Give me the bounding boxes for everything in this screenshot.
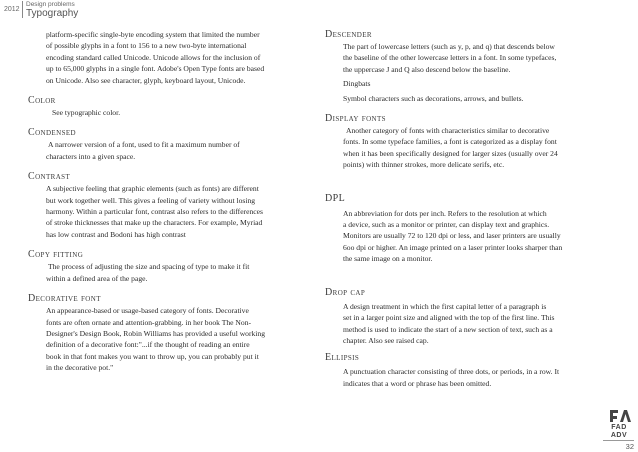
text-line: 6oo dpi or higher. An image printed on a laser printer looks sharper than (343, 242, 563, 252)
definition (343, 125, 617, 171)
right-column (325, 29, 617, 389)
text-line: the same image on a monitor. (343, 254, 433, 264)
text-line: fonts. In some typeface families, a font is categorized as a display font (343, 137, 557, 147)
text-line: The process of adjusting the size and spacing of type to make it fit (48, 262, 250, 272)
text-line: method is used to indicate the start of a new section of text, such as a (343, 324, 553, 334)
definition (46, 139, 310, 162)
text-line: within a defined area of the page. (46, 273, 148, 283)
text-line: but work together well. This gives a feeling of variety without losing (46, 195, 256, 205)
text-line: set in a larger point size and aligned with the top of the first line. This (343, 313, 555, 323)
term-heading: DPL (325, 192, 346, 204)
text-line: chapter. Also see raised cap. (343, 335, 429, 345)
text-line: in the decorative pot." (46, 363, 114, 373)
logo-text-bottom: ADV (610, 432, 628, 438)
text-line: Another category of fonts with characteristics similar to decorative (346, 126, 550, 136)
term-heading: Contrast (28, 171, 71, 183)
term-heading: Color (28, 95, 56, 107)
text-line: book in that font makes you want to throw up, you can probably put it (46, 351, 259, 361)
definition (343, 208, 617, 265)
intro-paragraph (46, 29, 310, 86)
term-heading: Decorative font (28, 293, 101, 305)
term-heading: Display fonts (325, 113, 386, 125)
text-line: points) with thinner strokes, more delicate serifs, etc. (343, 160, 505, 170)
text-line: the uppercase J and Q also descend below the baseline. (343, 64, 511, 74)
logo-text-top: FAD (611, 424, 627, 431)
text-line: fonts are often ornate and attention-grabbing. in her book The Non- (46, 317, 252, 327)
header-title: Typography (26, 8, 79, 19)
text-line: Monitors are usually 72 to 120 dpi or less, and laser printers are usually (343, 231, 561, 241)
text-line: See typographic color. (52, 108, 121, 118)
definition (46, 305, 310, 373)
term-heading: Condensed (28, 127, 76, 139)
text-line: up to 65,000 glyphs in a single font. Adobe's Open Type fonts are based (46, 64, 265, 74)
header-supertitle: Design problems (26, 1, 75, 8)
text-line: has low contrast and Bodoni has high contrast (46, 229, 186, 239)
left-column (28, 29, 310, 374)
text-line: of possible glyphs in a font to 156 to a new two-byte international (46, 41, 247, 51)
text-line: indicates that a word or phrase has been omitted. (343, 378, 492, 388)
term-heading: Drop cap (325, 286, 366, 298)
text-line: platform-specific single-byte encoding system that limited the number (46, 30, 260, 39)
text-line: Designer's Design Book, Robin Williams has provided a useful working (46, 328, 266, 338)
text-line: A punctuation character consisting of three dots, or periods, in a row. It (343, 367, 560, 377)
header-divider (22, 1, 23, 18)
page-number: 32 (603, 440, 634, 451)
text-line: a device, such as a monitor or printer, can display text and graphics. (343, 220, 550, 230)
subterm-heading: Dingbats (343, 79, 371, 89)
definition (46, 183, 310, 240)
text-line: when it has been specifically designed for larger sizes (usually over 24 (343, 148, 558, 158)
text-line: on Unicode. Also see character, glyph, keyboard layout, Unicode. (46, 75, 246, 85)
text-line: characters into a given space. (46, 151, 136, 161)
text-line: A subjective feeling that graphic elements (such as fonts) are different (46, 184, 259, 194)
text-line: encoding standard called Unicode. Unicode allows for the inclusion of (46, 52, 261, 62)
text-line: the baseline of the other lowercase letters in a font. In some typefaces, (343, 53, 557, 63)
definition (46, 261, 310, 284)
term-heading: Ellipsis (325, 352, 360, 364)
text-line: An abbreviation for dots per inch. Refers to the resolution at which (343, 208, 547, 218)
fad-logo (604, 408, 634, 438)
page-header (0, 0, 120, 20)
text-line: harmony. Within a particular font, contrast also refers to the differences (46, 207, 263, 217)
definition (343, 366, 617, 389)
text-line: of stroke thicknesses that make up the characters. For example, Myriad (46, 218, 263, 228)
term-heading: Descender (325, 29, 372, 40)
text-line: A narrower version of a font, used to fit a maximum number of (48, 140, 240, 150)
text-line: Symbol characters such as decorations, arrows, and bullets. (343, 93, 524, 103)
definition (343, 41, 617, 104)
text-line: An appearance-based or usage-based category of fonts. Decorative (46, 306, 249, 316)
definition (52, 107, 310, 118)
text-line: The part of lowercase letters (such as y, p, and q) that descends below (343, 42, 555, 51)
term-heading: Copy fitting (28, 249, 84, 261)
definition (343, 301, 617, 347)
text-line: A design treatment in which the first capital letter of a paragraph is (343, 301, 547, 311)
text-line: definition of a decorative font:"...if the thought of reading an entire (46, 340, 250, 350)
header-year: 2012 (4, 6, 20, 13)
